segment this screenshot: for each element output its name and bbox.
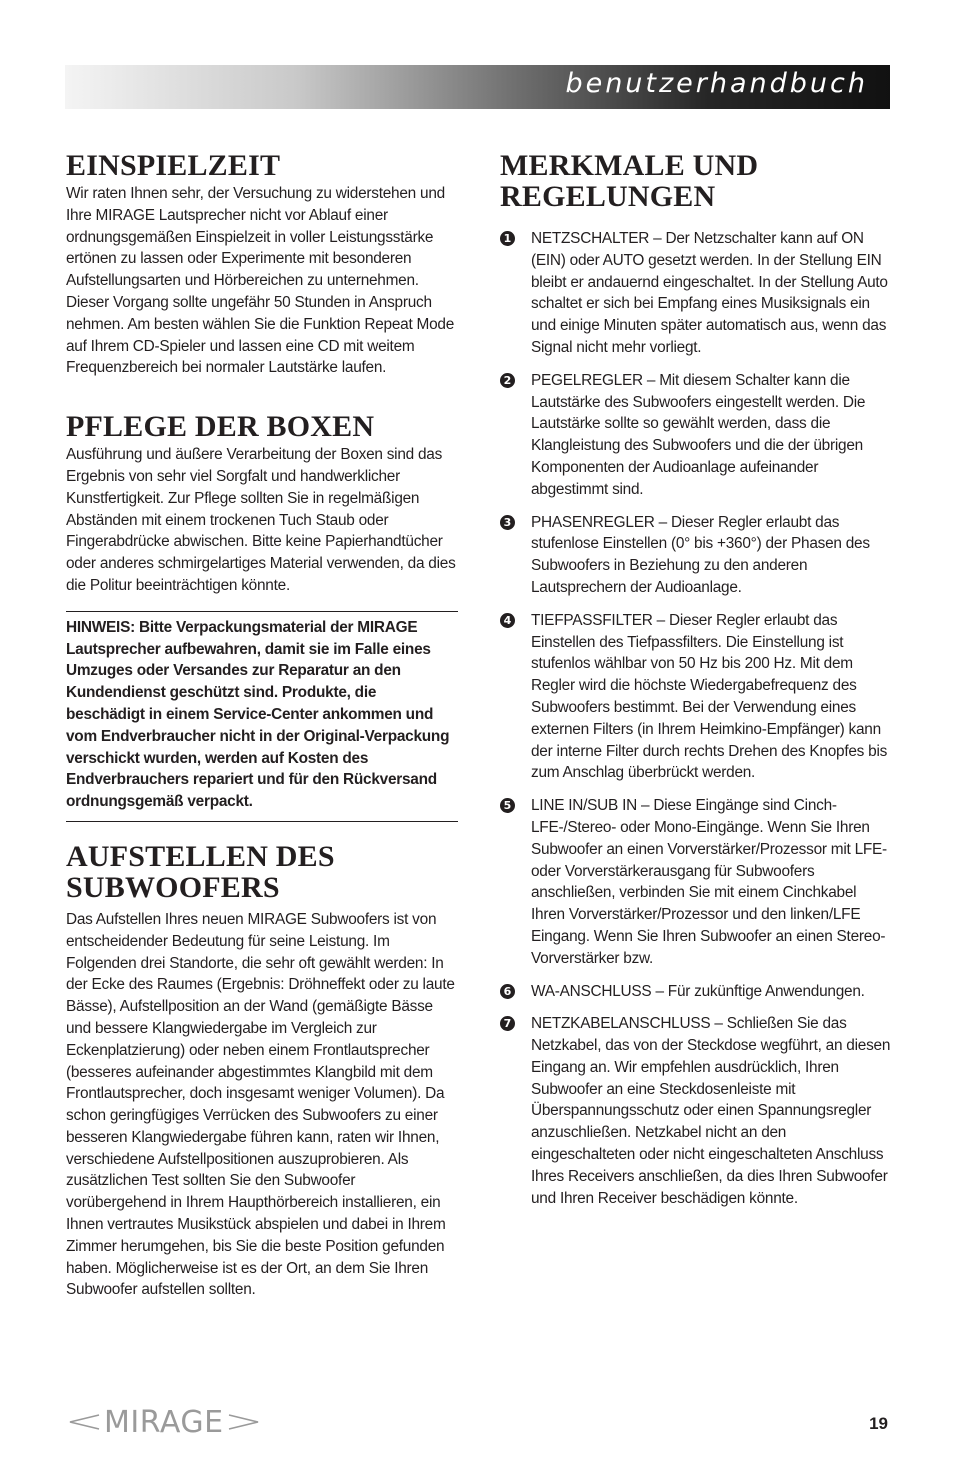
manual-title: benutzerhandbuch [565,68,868,99]
heading-merkmale-line1: MERKMALE UND [500,149,759,182]
logo-right-chevron-icon [228,1412,262,1432]
feature-text: LINE IN/SUB IN – Diese Eingänge sind Cinch-LFE-/Stereo- oder Mono-Eingänge. Wenn Sie Ihren Subwoofer an einen Vorverstärker/Prozessor mit LFE- oder Vorverstärkerausgang für Subwoofers anschließen, verbinden Sie mit einem Cinchkabel Ihren Vorverstärker/Prozessor und den linken/LFE Eingang. Wenn Sie Ihren Subwoofer an einen Stereo-Vorverstärker bzw. [531,797,887,967]
feature-item [500,610,892,784]
feature-item [500,228,892,359]
right-column [500,150,892,1220]
text-pflege: Ausführung und äußere Verarbeitung der Boxen sind das Ergebnis von sehr viel Sorgfalt und handwerklicher Kunstfertigkeit. Zur Pflege sollten Sie in regelmäßigen Abständen mit einem trockenen Tuch Staub oder Fingerabdrücke abwischen. Bitte keine Papierhandtücher oder anderes schmirgelartiges Material verwenden, da dies die Politur beeinträchtigen könnte. [66,446,456,594]
feature-item [500,795,892,969]
text-aufstellen: Das Aufstellen Ihres neuen MIRAGE Subwoofers ist von entscheidender Bedeutung für seine Leistung. Im Folgenden drei Standorte, die sehr oft gewählt werden: In der Ecke des Raumes (Ergebnis: Dröhneffekt oder zu laute Bässe), Aufstellposition an der Wand (gemäßigte Bässe und bessere Klangwiedergabe im Vergleich zur Eckenplatzierung) oder neben einem Frontlautsprecher (besseres aufeinander abgestimmtes Klangbild mit dem Frontlautsprecher, doch insgesamt weniger Volumen). Da schon geringfügiges Verrücken des Subwoofers zu einer besseren Klangwiedergabe führen kann, raten wir Ihnen, verschiedene Aufstellpositionen auszuprobieren. Als zusätzlichen Test sollten Sie den Subwoofer vorübergehend in Ihrem Haupthörbereich installieren, ein Ihnen vertrautes Musikstück abspielen und dabei in Ihrem Zimmer herumgehen, bis Sie die beste Position gefunden haben. Möglicherweise ist es der Ort, an dem Sie Ihren Subwoofer aufstellen sollten. [66,910,455,1299]
feature-item [500,512,892,599]
section-merkmale [500,150,892,1209]
feature-text: WA-ANSCHLUSS – Für zukünftige Anwendungen. [531,982,865,1000]
logo-left-chevron-icon [66,1412,100,1432]
number-7-icon: 7 [500,1016,515,1031]
heading-aufstellen-line2: SUBWOOFERS [66,870,280,904]
page-number: 19 [869,1414,888,1433]
hinweis-box [66,611,458,822]
number-4-icon: 4 [500,613,515,628]
feature-text: NETZKABELANSCHLUSS – Schließen Sie das Netzkabel, das von der Steckdose wegführt, an diesen Eingang an. Wir empfehlen ausdrücklich, Ihren Subwoofer an eine Steckdosenleiste mit Überspannungsschutz oder einen Spannungsregler anzuschließen. Netzkabel nicht an den eingeschalteten oder nicht eingeschalteten Anschluss Ihres Receivers anschließen, da dies Ihren Subwoofer und Ihren Receiver beschädigen könnte. [531,1015,891,1207]
section-aufstellen [66,841,458,1301]
number-6-icon: 6 [500,984,515,999]
number-3-icon: 3 [500,515,515,530]
feature-item [500,1013,892,1209]
number-5-icon: 5 [500,798,515,813]
heading-aufstellen-line1: AUFSTELLEN DES [66,839,335,873]
heading-merkmale-line2: REGELUNGEN [500,180,716,213]
text-einspielzeit: Wir raten Ihnen sehr, der Versuchung zu widerstehen und Ihre MIRAGE Lautsprecher nicht vor Ablauf einer ordnungsgemäßen Einspielzeit in voller Leistungsstärke ertönen zu lassen oder Experimente mit besonderen Aufstellungsarten und Hörbereichen zu unternehmen. Dieser Vorgang sollte ungefähr 50 Stunden in Anspruch nehmen. Am besten wählen Sie die Funktion Repeat Mode auf Ihrem CD-Spieler und lassen eine CD mit weitem Frequenzbereich bei normaler Lautstärke laufen. [66,185,455,377]
heading-pflege: PFLEGE DER BOXEN [66,410,375,444]
heading-aufstellen [66,841,458,903]
logo-text: MIRAGE [104,1404,224,1440]
mirage-logo [66,1404,262,1440]
heading-einspielzeit: EINSPIELZEIT [66,149,281,182]
number-1-icon: 1 [500,231,515,246]
heading-merkmale [500,150,892,212]
section-pflege [66,411,458,597]
feature-text: TIEFPASSFILTER – Dieser Regler erlaubt das Einstellen des Tiefpassfilters. Die Einstellung ist stufenlos wählbar von 50 Hz bis 200 Hz. Mit dem Regler wird die höchste Wiedergabefrequenz des Subwoofers bestimmt. Bei der Verwendung eines externen Filters (in Ihrem Heimkino-Empfänger) kann der interne Filter durch rechts Drehen des Knopfes bis zum Anschlag überbrückt werden. [531,611,888,782]
header-banner [65,65,890,109]
section-einspielzeit [66,150,458,379]
left-column [66,150,458,1301]
feature-item [500,370,892,501]
hinweis-text: HINWEIS: Bitte Verpackungsmaterial der MIRAGE Lautsprecher aufbewahren, damit sie im Falle eines Umzuges oder Versandes zur Reparatur an den Kundendienst geschützt sind. Produkte, die beschädigt in einem Service-Center ankommen und vom Endverbraucher nicht in der Original-Verpackung verschickt wurden, werden auf Kosten des Endverbrauchers repariert und für den Rückversand ordnungsgemäß verpackt. [66,618,450,811]
feature-text: PHASENREGLER – Dieser Regler erlaubt das stufenlose Einstellen (0° bis +360°) der Phasen des Subwoofers in Beziehung zu den anderen Lautsprechern der Audioanlage. [531,513,870,596]
feature-text: NETZSCHALTER – Der Netzschalter kann auf ON (EIN) oder AUTO gesetzt werden. In der Stellung EIN bleibt er andauernd eingeschaltet. In der Stellung Auto schaltet er sich bei Empfang eines Musiksignals ein und einige Minuten später automatisch aus, wenn das Signal nicht mehr vorliegt. [531,230,888,356]
feature-item [500,981,892,1003]
feature-text: PEGELREGLER – Mit diesem Schalter kann die Lautstärke des Subwoofers eingestellt werden. Die Lautstärke sollte so gewählt werden, dass die Klangleistung des Subwoofers und die der übrigen Komponenten der Audioanlage aufeinander abgestimmt sind. [531,371,866,498]
number-2-icon: 2 [500,373,515,388]
